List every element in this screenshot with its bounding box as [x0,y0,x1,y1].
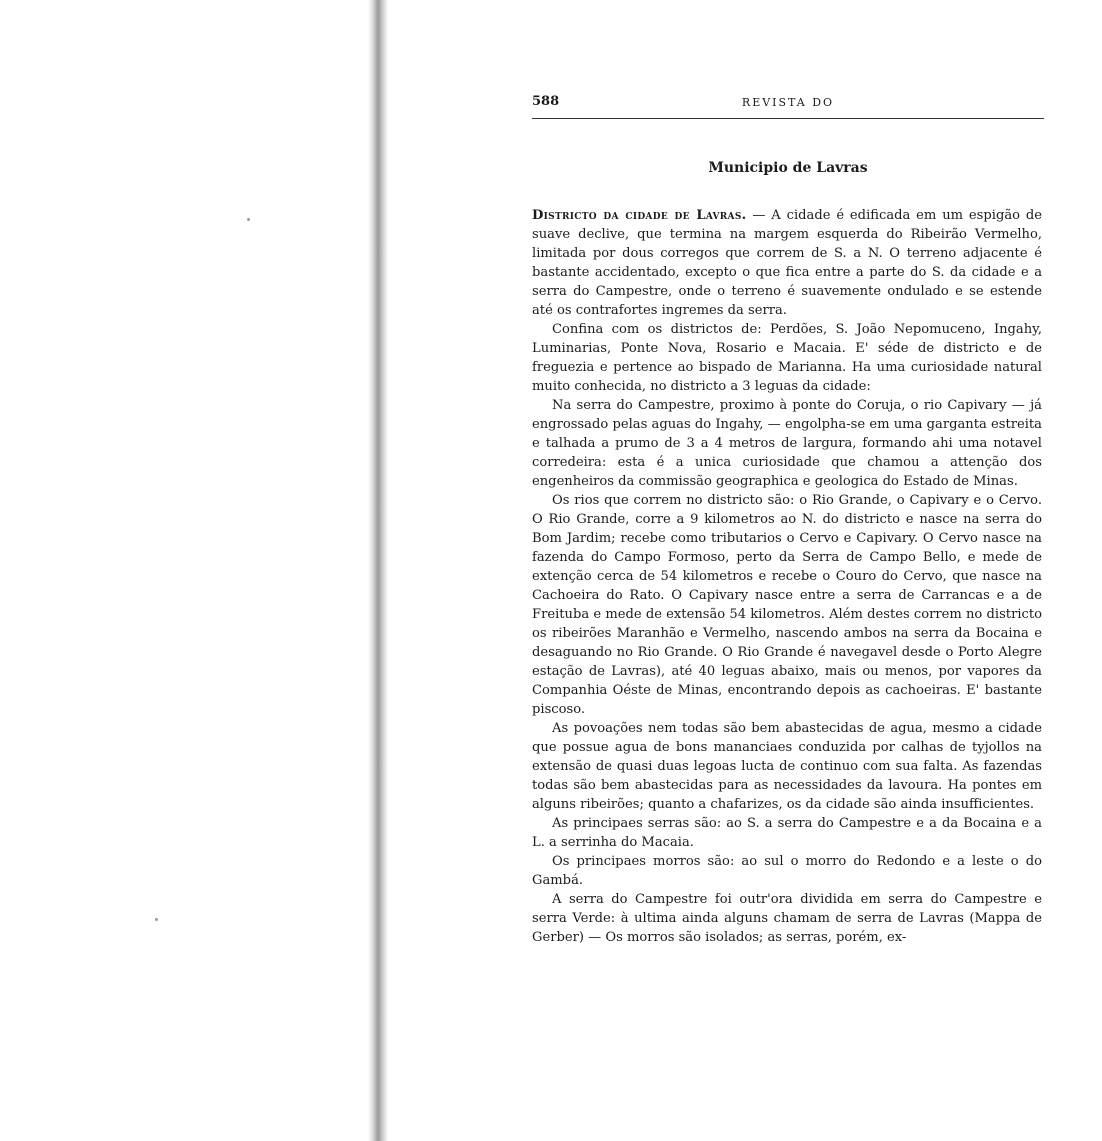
running-head: REVISTA DO [741,96,835,109]
paragraph: Os principaes morros são: ao sul o morro do Redondo e a leste o do Gambá. [532,854,1042,888]
body-text [532,206,1042,947]
page-number: 588 [532,94,560,109]
section-lead: Districto da cidade de Lavras. [532,208,747,223]
paragraph: As principaes serras são: ao S. a serra do Campestre e a da Bocaina e a L. a serrinha do Macaia. [532,816,1042,850]
paragraph [532,206,1042,320]
page-gutter [368,0,388,1141]
document-page [532,94,1044,1134]
paragraph: Os rios que correm no districto são: o Rio Grande, o Capivary e o Cervo. O Rio Grande, corre a 9 kilometros ao N. do districto e nasce na serra do Bom Jardim; recebe como tributarios o Cervo e Capivary. O Cervo nasce na fazenda do Campo Formoso, perto da Serra de Campo Bello, e mede de extenção cerca de 54 kilometros e recebe o Couro do Cervo, que nasce na Cachoeira do Rato. O Capivary nasce entre a serra de Carrancas e a de Freituba e mede de extensão 54 kilometros. Além destes correm no districto os ribeirões Maranhão e Vermelho, nascendo ambos na serra da Bocaina e desaguando no Rio Grande. O Rio Grande é navegavel desde o Porto Alegre estação de Lavras), até 40 leguas abaixo, mais ou menos, por vapores da Companhia Oéste de Minas, encontrando depois as cachoeiras. E' bastante piscoso. [532,493,1042,717]
paragraph: As povoações nem todas são bem abastecidas de agua, mesmo a cidade que possue agua de bons mananciaes conduzida por calhas de tyjollos na extensão de quasi duas legoas lucta de continuo com sua falta. As fazendas todas são bem abastecidas para as necessidades da lavoura. Ha pontes em alguns ribeirões; quanto a chafarizes, os da cidade são ainda insufficientes. [532,721,1042,812]
header-rule [532,118,1044,119]
section-title: Municipio de Lavras [708,160,868,176]
paragraph: Na serra do Campestre, proximo à ponte do Coruja, o rio Capivary — já engrossado pelas aguas do Ingahy, — engolpha-se em uma garganta estreita e talhada a prumo de 3 a 4 metros de largura, formando ahi uma notavel corredeira: esta é a unica curiosidade que chamou a attenção dos engenheiros da commissão geographica e geologica do Estado de Minas. [532,398,1042,489]
paragraph: A serra do Campestre foi outr'ora dividida em serra do Campestre e serra Verde: à ultima ainda alguns chamam de serra de Lavras (Mappa de Gerber) — Os morros são isolados; as serras, porém, ex- [532,892,1042,945]
paragraph: Confina com os districtos de: Perdões, S. João Nepomuceno, Ingahy, Luminarias, Ponte Nova, Rosario e Macaia. E' séde de districto e de freguezia e pertence ao bispado de Marianna. Ha uma curiosidade natural muito conhecida, no districto a 3 leguas da cidade: [532,322,1042,394]
page-header [532,94,1044,116]
paragraph-text: — A cidade é edificada em um espigão de suave declive, que termina na margem esquerda do Ribeirão Vermelho, limitada por dous corregos que correm de S. a N. O terreno adjacente é bastante accidentado, excepto o que fica entre a parte do S. da cidade e a serra do Campestre, onde o terreno é suavemente ondulado e se estende até os contrafortes ingremes da serra. [532,208,1043,318]
scan-speck [247,218,250,221]
scan-speck [155,918,158,921]
